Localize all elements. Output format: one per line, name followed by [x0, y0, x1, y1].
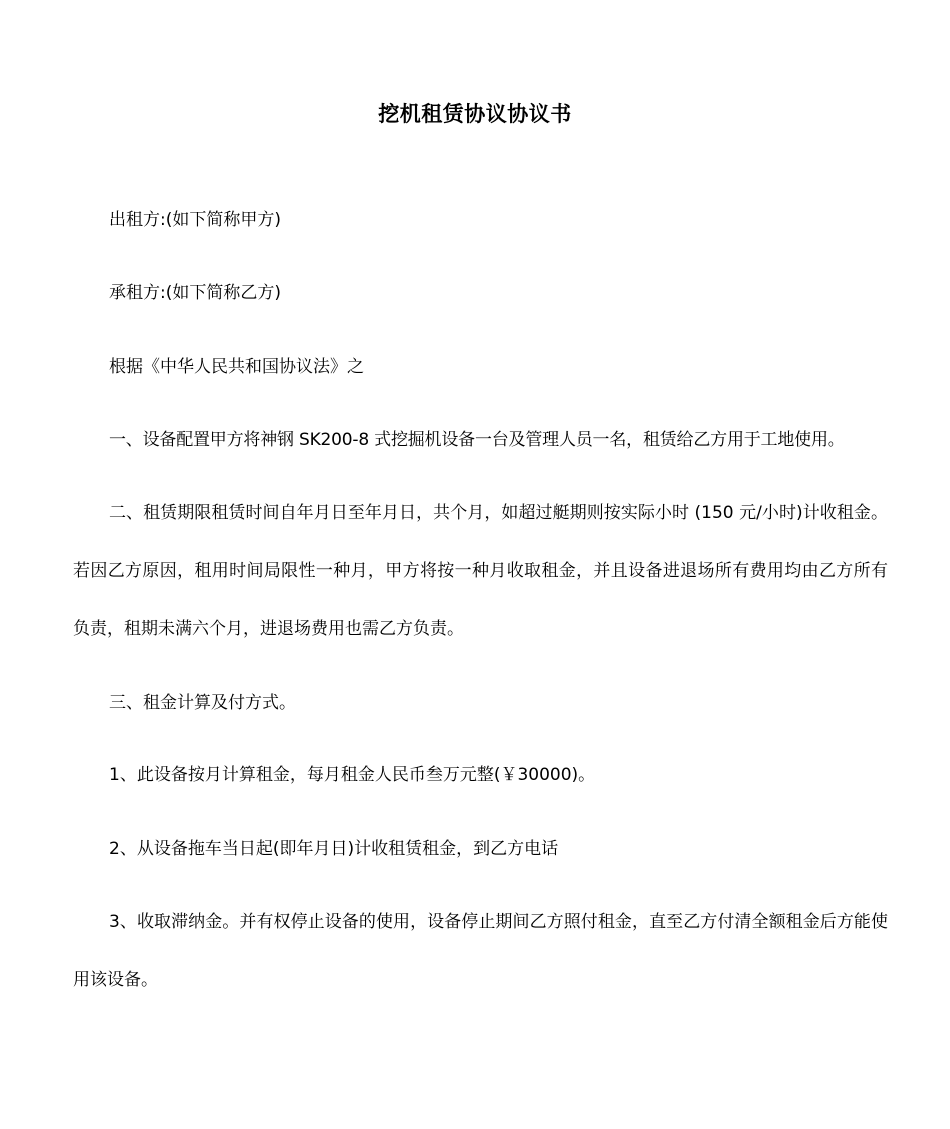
section-3-rent-payment: 三、租金计算及付方式。 [109, 693, 296, 713]
document-title: 挖机租赁协议协议书 [378, 102, 572, 126]
basis-line: 根据《中华人民共和国协议法》之 [109, 357, 364, 377]
item-2-rent-start: 2、从设备拖车当日起(即年月日)计收租赁租金，到乙方电话 [109, 839, 559, 859]
item-3-late-fee: 3、收取滞纳金。并有权停止设备的使用，设备停止期间乙方照付租金，直至乙方付清全额租金后方能使用该设备。 [73, 912, 888, 990]
lessor-line: 出租方:(如下简称甲方) [109, 210, 281, 230]
section-2-lease-term: 二、租赁期限租赁时间自年月日至年月日，共个月，如超过艇期则按实际小时 (150 元/小时)计收租金。若因乙方原因，租用时间局限性一种月，甲方将按一种月收取租金，并且设备进退场所有费用均由乙方所有负责，租期未满六个月，进退场费用也需乙方负责。 [73, 503, 888, 639]
item-1-monthly-rent: 1、此设备按月计算租金，每月租金人民币叁万元整(￥30000)。 [109, 765, 596, 785]
lessee-line: 承租方:(如下简称乙方) [109, 283, 281, 303]
section-1-equipment: 一、设备配置甲方将神钢 SK200-8 式挖掘机设备一台及管理人员一名，租赁给乙方用于工地使用。 [109, 430, 845, 450]
